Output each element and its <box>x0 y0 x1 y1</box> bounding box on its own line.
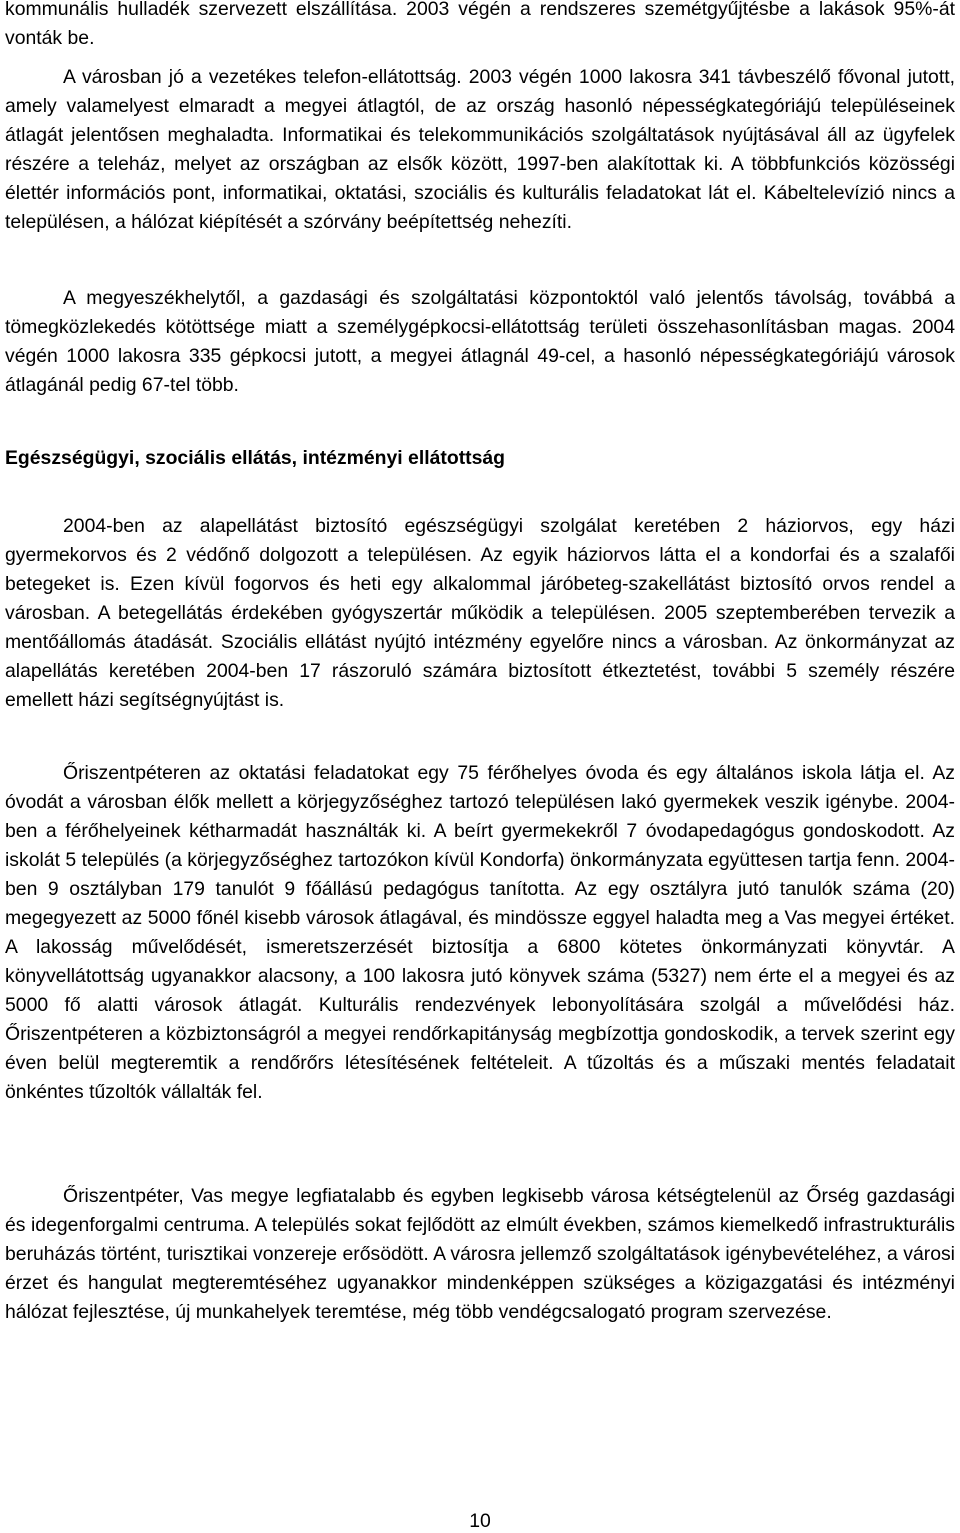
paragraph-waste-collection: kommunális hulladék szervezett elszállítása. 2003 végén a rendszeres szemétgyűjtésbe a lakások 95%-át vonták be. <box>5 0 955 49</box>
page-number: 10 <box>469 1510 491 1532</box>
paragraph-healthcare: 2004-ben az alapellátást biztosító egészségügyi szolgálat keretében 2 háziorvos, egy házi gyermekorvos és 2 védőnő dolgozott a településen. Az egyik háziorvos látta el a kondorfai és a szalafői betegeket is. Ezen kívül fogorvos és heti egy alkalommal járóbeteg-szakellátást biztosító orvos rendel a városban. A betegellátás érdekében gyógyszertár működik a településen. 2005 szeptemberében tervezik a mentőállomás átadását. Szociális ellátást nyújtó intézmény egyelőre nincs a városban. Az önkormányzat az alapellátás keretében 2004-ben 17 rászoruló számára biztosított étkeztetést, további 5 személy részére emellett házi segítségnyújtást is. <box>5 515 955 711</box>
paragraph-car-ownership: A megyeszékhelytől, a gazdasági és szolgáltatási központoktól való jelentős távolság, továbbá a tömegközlekedés kötöttsége miatt a személygépkocsi-ellátottság területi összehasonlításban magas. 2004 végén 1000 lakosra 335 gépkocsi jutott, a megyei átlagnál 49-cel, a hasonló népességkategóriájú városok átlagánál pedig 67-tel több. <box>5 287 955 396</box>
paragraph-town-summary: Őriszentpéter, Vas megye legfiatalabb és egyben legkisebb városa kétségtelenül az Őrség gazdasági és idegenforgalmi centruma. A település sokat fejlődött az elmúlt években, számos kiemelkedő infrastrukturális beruházás történt, turisztikai vonzereje erősödött. A városra jellemző szolgáltatások igénybevételéhez, a városi érzet és hangulat megteremtéséhez ugyanakkor mindenképpen szükséges a közigazgatási és intézményi hálózat fejlesztése, új munkahelyek teremtése, még több vendégcsalogató program szervezése. <box>5 1185 955 1323</box>
paragraph-telecommunications: A városban jó a vezetékes telefon-ellátottság. 2003 végén 1000 lakosra 341 távbeszélő fővonal jutott, amely valamelyest elmaradt a megyei átlagtól, de az ország hasonló népességkategóriájú településeinek átlagát jelentősen meghaladta. Informatikai és telekommunikációs szolgáltatások nyújtásával áll az ügyfelek részére a teleház, melyet az országban az elsők között, 1997-ben alakítottak ki. A többfunkciós közösségi élettér információs pont, informatikai, oktatási, szociális és kulturális feladatokat lát el. Kábeltelevízió nincs a településen, a hálózat kiépítését a szórvány beépítettség nehezíti. <box>5 66 955 233</box>
paragraph-education: Őriszentpéteren az oktatási feladatokat egy 75 férőhelyes óvoda és egy általános iskola látja el. Az óvodát a városban élők mellett a körjegyzőséghez tartozó településen lakó gyermekek veszik igénybe. 2004-ben a férőhelyeinek kétharmadát használták ki. A beírt gyermekekről 7 óvodapedagógus gondoskodott. Az iskolát 5 település (a körjegyzőséghez tartozókon kívül Kondorfa) önkormányzata együttesen tartja fenn. 2004-ben 9 osztályban 179 tanulót 9 főállású pedagógus tanította. Az egy osztályra jutó tanulók száma (20) megegyezett az 5000 főnél kisebb városok átlagával, és mindössze eggyel haladta meg a Vas megyei értéket. A lakosság művelődését, ismeretszerzését biztosítja a 6800 kötetes önkormányzati könyvtár. A könyvellátottság ugyanakkor alacsony, a 100 lakosra jutó könyvek száma (5327) nem érte el a megyei és az 5000 fő alatti városok átlagát. Kulturális rendezvények lebonyolítására szolgál a művelődési ház. Őriszentpéteren a közbiztonságról a megyei rendőrkapitányság megbízottja gondoskodik, a tervek szerint egy éven belül megteremtik a rendőrőrs létesítésének feltételeit. A tűzoltás és a műszaki mentés feladatait önkéntes tűzoltók vállalták fel. <box>5 762 955 1103</box>
section-heading: Egészségügyi, szociális ellátás, intézményi ellátottság <box>5 447 506 469</box>
